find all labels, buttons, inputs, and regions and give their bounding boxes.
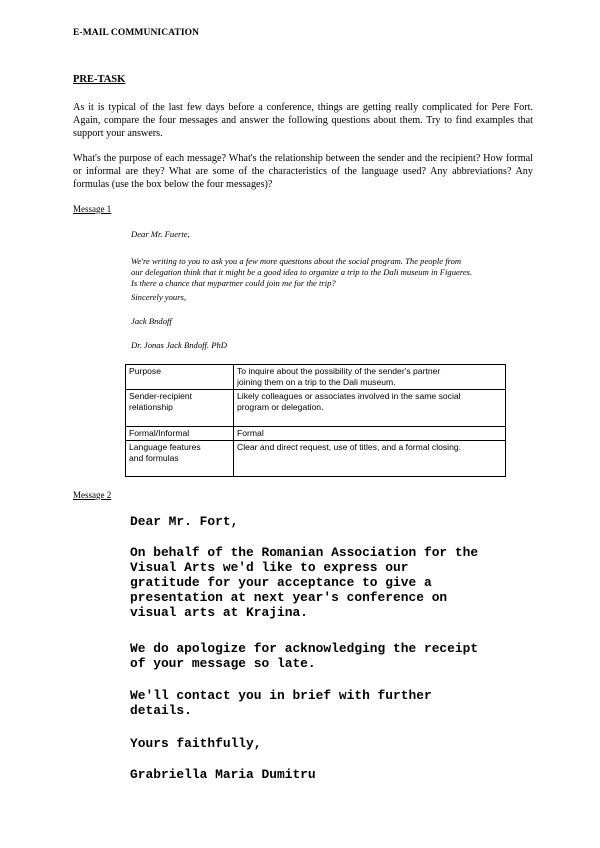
message-2-line: details. — [130, 703, 192, 718]
message-2-paragraph-1 — [130, 545, 530, 620]
table-row — [126, 390, 506, 427]
table-cell-label — [126, 427, 234, 441]
message-2-paragraph-2 — [130, 641, 530, 671]
message-2-signature: Grabriella Maria Dumitru — [130, 767, 316, 782]
message-1-label: Message 1 — [73, 204, 112, 214]
table-row — [126, 441, 506, 477]
message-2-line: On behalf of the Romanian Association for the — [130, 545, 479, 560]
message-2-line: We do apologize for acknowledging the receipt — [130, 641, 479, 656]
message-2-line: visual arts at Krajina. — [130, 605, 308, 620]
cell-line: Language features — [129, 442, 201, 452]
message-1-greeting: Dear Mr. Fuerte, — [131, 229, 190, 239]
message-2-paragraph-3 — [130, 688, 530, 718]
cell-line: program or delegation. — [237, 402, 324, 412]
message-1-closing: Sincerely yours, — [131, 292, 187, 302]
cell-line: Purpose — [129, 366, 162, 376]
document-header: E-MAIL COMMUNICATION — [73, 28, 200, 38]
pretask-title: PRE-TASK — [73, 74, 126, 85]
message-2-line: presentation at next year's conference on — [130, 590, 448, 605]
table-cell-value — [234, 365, 506, 390]
message-1-name-line: Dr. Jonas Jack Bndoff. PhD — [131, 340, 227, 350]
message-2-line: gratitude for your acceptance to give a — [130, 575, 432, 590]
table-cell-label — [126, 390, 234, 427]
questions-paragraph: What's the purpose of each message? What's the relationship between the sender and the recipient? How formal or informal are they? What are some of the characteristics of the language used? Any abbreviations? Any formulas (use the box below the four messages)? — [73, 153, 533, 190]
message-2-greeting: Dear Mr. Fort, — [130, 514, 239, 529]
cell-line: Clear and direct request, use of titles, and a formal closing. — [237, 442, 462, 452]
message-1-body-line: Is there a chance that mypartner could join me for the trip? — [131, 278, 336, 288]
message-1-body — [131, 256, 531, 289]
table-cell-value — [234, 390, 506, 427]
table-row — [126, 427, 506, 441]
message-2-line: of your message so late. — [130, 656, 316, 671]
table-cell-label — [126, 441, 234, 477]
message-1-body-line: our delegation think that it might be a good idea to organize a trip to the Dali museum in Figueres. — [131, 267, 473, 277]
table-cell-label — [126, 365, 234, 390]
table-row — [126, 365, 506, 390]
message-2-closing: Yours faithfully, — [130, 736, 262, 751]
cell-line: joining them on a trip to the Dali museum. — [237, 377, 396, 387]
message-2-line: Visual Arts we'd like to express our — [130, 560, 409, 575]
message-1-body-line: We're writing to you to ask you a few more questions about the social program. The people from — [131, 256, 462, 266]
cell-line: Formal — [237, 428, 264, 438]
message-2-line: We'll contact you in brief with further — [130, 688, 432, 703]
cell-line: Formal/Informal — [129, 428, 190, 438]
cell-line: relationship — [129, 402, 173, 412]
cell-line: and formulas — [129, 453, 179, 463]
cell-line: Sender-recipient — [129, 391, 193, 401]
cell-line: To inquire about the possibility of the sender's partner — [237, 366, 441, 376]
analysis-table — [125, 364, 506, 477]
message-1-signature: Jack Bndoff — [131, 316, 172, 326]
intro-paragraph: As it is typical of the last few days before a conference, things are getting really complicated for Pere Fort. Again, compare the four messages and answer the following questions about them. Try to find examples that support your answers. — [73, 102, 533, 139]
cell-line: Likely colleagues or associates involved in the same social — [237, 391, 461, 401]
table-cell-value — [234, 427, 506, 441]
table-cell-value — [234, 441, 506, 477]
message-2-label: Message 2 — [73, 490, 112, 500]
